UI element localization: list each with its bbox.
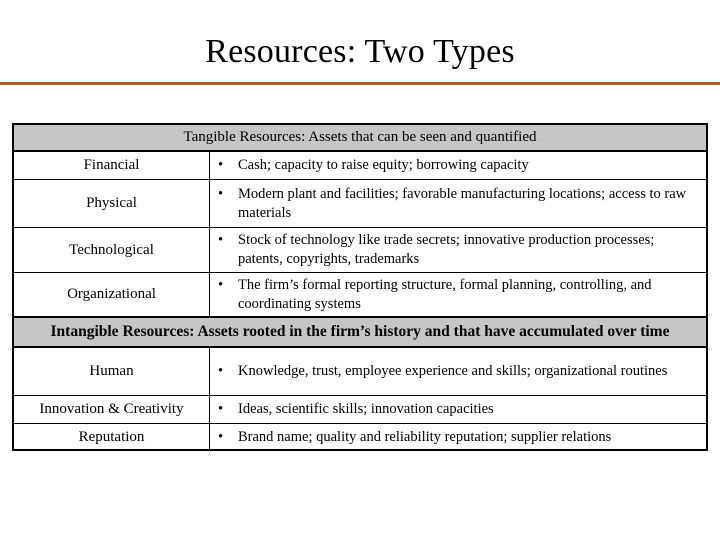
row-label-human: Human <box>14 348 210 395</box>
row-label-technological: Technological <box>14 228 210 272</box>
row-description-text: Cash; capacity to raise equity; borrowing capacity <box>238 157 529 173</box>
row-description-text: Knowledge, trust, employee experience and skills; organizational routines <box>238 363 668 379</box>
bullet-icon: • <box>218 429 224 445</box>
row-description <box>210 348 706 395</box>
table-row <box>14 423 706 451</box>
row-label-reputation: Reputation <box>14 424 210 451</box>
table-row <box>14 347 706 395</box>
bullet-icon: • <box>218 232 224 248</box>
bullet-icon: • <box>218 401 224 417</box>
tangible-header: Tangible Resources: Assets that can be seen and quantified <box>14 125 706 151</box>
row-description <box>210 273 706 316</box>
bullet-icon: • <box>218 185 224 202</box>
slide-title: Resources: Two Types <box>205 33 515 70</box>
row-description <box>210 152 706 179</box>
table-row <box>14 395 706 423</box>
table-row <box>14 272 706 316</box>
table-row <box>14 227 706 272</box>
intangible-resources-table <box>12 316 708 451</box>
bullet-icon: • <box>218 363 224 379</box>
row-description <box>210 228 706 272</box>
row-description <box>210 424 706 451</box>
row-label-organizational: Organizational <box>14 273 210 316</box>
row-description <box>210 180 706 227</box>
bullet-icon: • <box>218 157 224 173</box>
title-divider <box>0 82 720 85</box>
row-label-physical: Physical <box>14 180 210 227</box>
bullet-icon: • <box>218 276 224 293</box>
row-description <box>210 396 706 423</box>
row-description-text: Modern plant and facilities; favorable manufacturing locations; access to raw materials <box>238 185 687 221</box>
tangible-resources-table <box>12 123 708 316</box>
row-label-financial: Financial <box>14 152 210 179</box>
row-description-text: The firm’s formal reporting structure, formal planning, controlling, and coordinating systems <box>238 276 652 312</box>
table-row <box>14 179 706 227</box>
row-description-text: Stock of technology like trade secrets; innovative production processes; patents, copyrights, trademarks <box>238 232 655 267</box>
intangible-header: Intangible Resources: Assets rooted in the firm’s history and that have accumulated over time <box>14 318 706 347</box>
row-label-innovation-creativity: Innovation & Creativity <box>14 396 210 423</box>
table-row <box>14 151 706 179</box>
row-description-text: Ideas, scientific skills; innovation capacities <box>238 401 494 417</box>
row-description-text: Brand name; quality and reliability reputation; supplier relations <box>238 429 612 445</box>
